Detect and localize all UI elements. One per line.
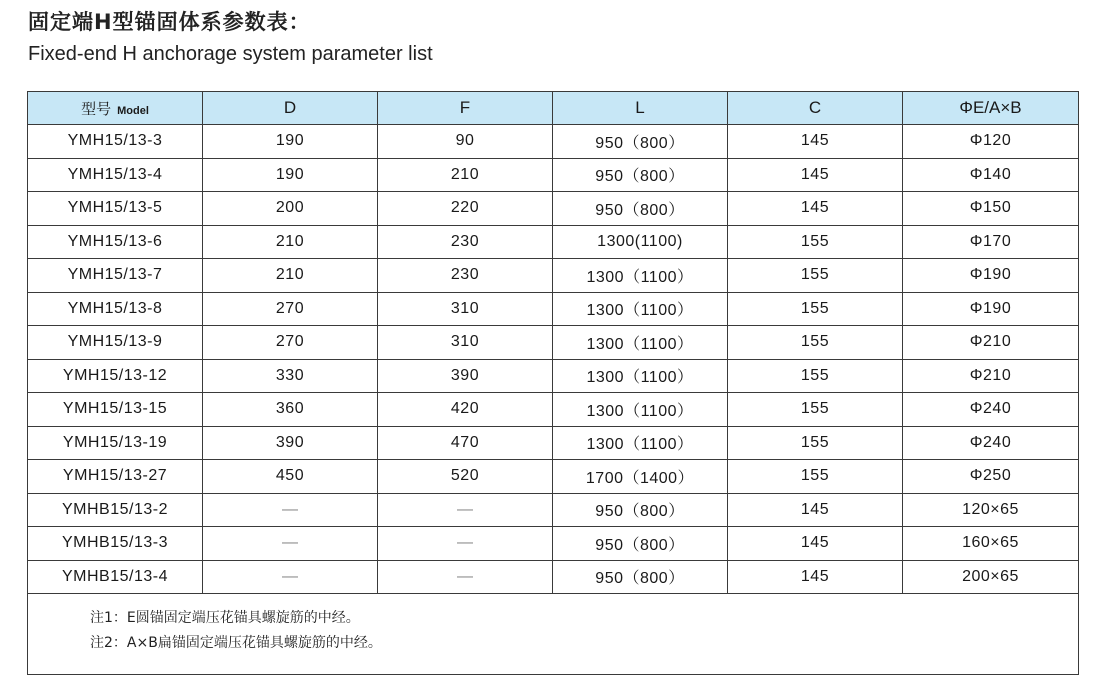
header-l: L: [553, 92, 728, 125]
cell-f: —: [378, 527, 553, 561]
table-row: [28, 493, 1079, 527]
notes-row: [28, 594, 1079, 675]
cell-l: 1300（1100）: [553, 326, 728, 360]
cell-c: 145: [728, 125, 903, 159]
cell-model: YMH15/13-9: [28, 326, 203, 360]
cell-diameter-size: 200×65: [903, 560, 1079, 594]
cell-c: 155: [728, 393, 903, 427]
cell-d: —: [203, 527, 378, 561]
cell-d: 390: [203, 426, 378, 460]
cell-d: —: [203, 560, 378, 594]
table-row: [28, 560, 1079, 594]
cell-f: —: [378, 493, 553, 527]
cell-model: YMH15/13-8: [28, 292, 203, 326]
cell-model: YMH15/13-19: [28, 426, 203, 460]
cell-diameter-size: Φ140: [903, 158, 1079, 192]
cell-model: YMH15/13-6: [28, 225, 203, 259]
cell-l: 1300（1100）: [553, 393, 728, 427]
cell-diameter-size: Φ120: [903, 125, 1079, 159]
cell-diameter-size: Φ250: [903, 460, 1079, 494]
cell-c: 155: [728, 326, 903, 360]
table-row: [28, 326, 1079, 360]
cell-d: 200: [203, 192, 378, 226]
header-f: F: [378, 92, 553, 125]
cell-diameter-size: Φ190: [903, 259, 1079, 293]
cell-l: 950（800）: [553, 560, 728, 594]
cell-c: 145: [728, 560, 903, 594]
cell-c: 155: [728, 225, 903, 259]
cell-c: 155: [728, 359, 903, 393]
page-title-cn: 固定端H型锚固体系参数表：: [28, 10, 311, 34]
table-row: [28, 125, 1079, 159]
cell-l: 950（800）: [553, 125, 728, 159]
table-row: [28, 192, 1079, 226]
table-header-row: [28, 92, 1079, 125]
header-model-en: Model: [117, 104, 149, 117]
cell-l: 1700（1400）: [553, 460, 728, 494]
cell-c: 155: [728, 460, 903, 494]
cell-f: 390: [378, 359, 553, 393]
cell-l: 1300(1100): [553, 225, 728, 259]
cell-c: 155: [728, 426, 903, 460]
table-row: [28, 426, 1079, 460]
cell-diameter-size: Φ240: [903, 393, 1079, 427]
cell-diameter-size: Φ190: [903, 292, 1079, 326]
cell-l: 1300（1100）: [553, 359, 728, 393]
cell-diameter-size: 120×65: [903, 493, 1079, 527]
cell-c: 145: [728, 158, 903, 192]
cell-f: 220: [378, 192, 553, 226]
cell-d: —: [203, 493, 378, 527]
table-row: [28, 359, 1079, 393]
cell-diameter-size: Φ210: [903, 326, 1079, 360]
header-diameter-size: ΦE/A×B: [903, 92, 1079, 125]
cell-f: 90: [378, 125, 553, 159]
cell-f: 470: [378, 426, 553, 460]
cell-f: —: [378, 560, 553, 594]
cell-d: 270: [203, 326, 378, 360]
cell-c: 145: [728, 493, 903, 527]
cell-d: 210: [203, 225, 378, 259]
parameter-table: [27, 91, 1079, 675]
cell-f: 230: [378, 259, 553, 293]
cell-d: 360: [203, 393, 378, 427]
cell-diameter-size: Φ240: [903, 426, 1079, 460]
cell-model: YMHB15/13-3: [28, 527, 203, 561]
cell-f: 230: [378, 225, 553, 259]
cell-model: YMHB15/13-2: [28, 493, 203, 527]
note-1: 注1：E圆锚固定端压花锚具螺旋筋的中经。: [90, 610, 360, 626]
cell-f: 310: [378, 292, 553, 326]
cell-f: 210: [378, 158, 553, 192]
cell-d: 190: [203, 158, 378, 192]
cell-l: 1300（1100）: [553, 426, 728, 460]
header-d: D: [203, 92, 378, 125]
cell-d: 450: [203, 460, 378, 494]
cell-d: 270: [203, 292, 378, 326]
table-row: [28, 259, 1079, 293]
cell-model: YMH15/13-5: [28, 192, 203, 226]
header-c: C: [728, 92, 903, 125]
cell-model: YMH15/13-15: [28, 393, 203, 427]
cell-d: 210: [203, 259, 378, 293]
header-model: [28, 92, 203, 125]
cell-c: 155: [728, 292, 903, 326]
cell-l: 950（800）: [553, 527, 728, 561]
cell-model: YMH15/13-3: [28, 125, 203, 159]
cell-f: 310: [378, 326, 553, 360]
cell-model: YMH15/13-27: [28, 460, 203, 494]
cell-model: YMH15/13-12: [28, 359, 203, 393]
page-title-en: Fixed-end H anchorage system parameter list: [28, 43, 433, 65]
cell-f: 520: [378, 460, 553, 494]
cell-diameter-size: Φ210: [903, 359, 1079, 393]
cell-model: YMHB15/13-4: [28, 560, 203, 594]
table-body: [28, 125, 1079, 594]
cell-l: 950（800）: [553, 192, 728, 226]
cell-l: 950（800）: [553, 493, 728, 527]
table-row: [28, 460, 1079, 494]
notes-cell: [28, 594, 1079, 675]
table-row: [28, 393, 1079, 427]
cell-c: 155: [728, 259, 903, 293]
cell-d: 330: [203, 359, 378, 393]
parameter-table-container: [27, 91, 1078, 675]
cell-diameter-size: Φ150: [903, 192, 1079, 226]
cell-f: 420: [378, 393, 553, 427]
table-row: [28, 225, 1079, 259]
cell-diameter-size: 160×65: [903, 527, 1079, 561]
header-model-cn: 型号: [81, 100, 112, 118]
table-row: [28, 527, 1079, 561]
cell-l: 1300（1100）: [553, 292, 728, 326]
note-2: 注2：A×B扁锚固定端压花锚具螺旋筋的中经。: [90, 635, 382, 651]
cell-c: 145: [728, 192, 903, 226]
table-row: [28, 158, 1079, 192]
table-row: [28, 292, 1079, 326]
cell-d: 190: [203, 125, 378, 159]
cell-model: YMH15/13-4: [28, 158, 203, 192]
cell-l: 950（800）: [553, 158, 728, 192]
cell-model: YMH15/13-7: [28, 259, 203, 293]
cell-c: 145: [728, 527, 903, 561]
cell-l: 1300（1100）: [553, 259, 728, 293]
cell-diameter-size: Φ170: [903, 225, 1079, 259]
